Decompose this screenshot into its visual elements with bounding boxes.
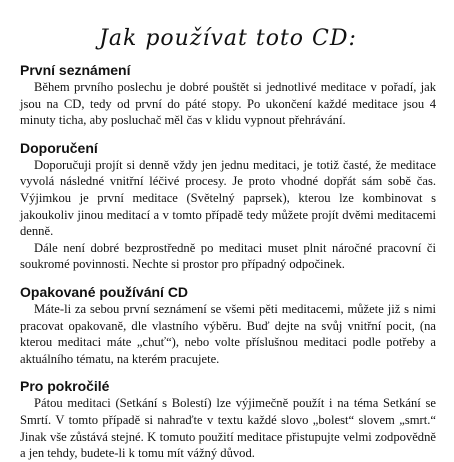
section-heading: Doporučení (20, 139, 98, 156)
section-heading: Opakované používání CD (20, 283, 189, 300)
section-paragraph: Pátou meditaci (Setkání s Bolestí) lze výjimečně použít i na téma Setkání se Smrtí. V tomto případě si nahraďte v textu každé slovo „bolest“ slovem „smrt.“ Jinak vše zůstává stejné. K tomuto použití meditace přistupujte velmi zodpovědně a jen tehdy, budete-li k tomu mít vážný důvod. (20, 396, 436, 461)
section-heading: Pro pokročilé (20, 378, 110, 395)
section-heading: První seznámení (20, 62, 131, 78)
section-paragraph: Máte-li za sebou první seznámení se všemi pěti meditacemi, můžete již s nimi pracovat opakovaně, dle vlastního výběru. Buď dejte na svůj vnitřní pocit, (na kterou meditaci máte „chuť“), nebo volte příslušnou meditaci podle potřeby a aktuálního tématu, na kterém pracujete. (20, 301, 436, 366)
section-paragraph: Dále není dobré bezprostředně po meditaci muset plnit náročné pracovní či soukromé povinnosti. Nechte si prostor pro případný odpočinek. (20, 240, 436, 272)
section-opakovane-pouzivani (20, 284, 436, 367)
section-paragraph: Doporučuji projít si denně vždy jen jednu meditaci, je totiž časté, že meditace vyvolá následné vnitřní léčivé procesy. Je proto vhodné dopřát sám sobě čas. Výjimkou je první meditace (Světelný paprsek), kterou lze kombinovat s jakoukoliv jinou meditací a v tomto případě tedy můžete projít dvěmi meditacemi denně. (20, 157, 436, 239)
section-paragraph: Během prvního poslechu je dobré pouštět si jednotlivé meditace v pořadí, jak jsou na CD, tedy od první do páté stopy. Po ukončení každé meditace jsou 4 minuty ticha, aby posluchač měl čas v klidu vypnout přehrávání. (20, 80, 436, 128)
section-prvni-seznameni (20, 62, 436, 129)
section-pro-pokrocile (20, 378, 436, 461)
page-title: Jak používat toto CD: (99, 26, 357, 51)
section-doporuceni (20, 140, 436, 273)
